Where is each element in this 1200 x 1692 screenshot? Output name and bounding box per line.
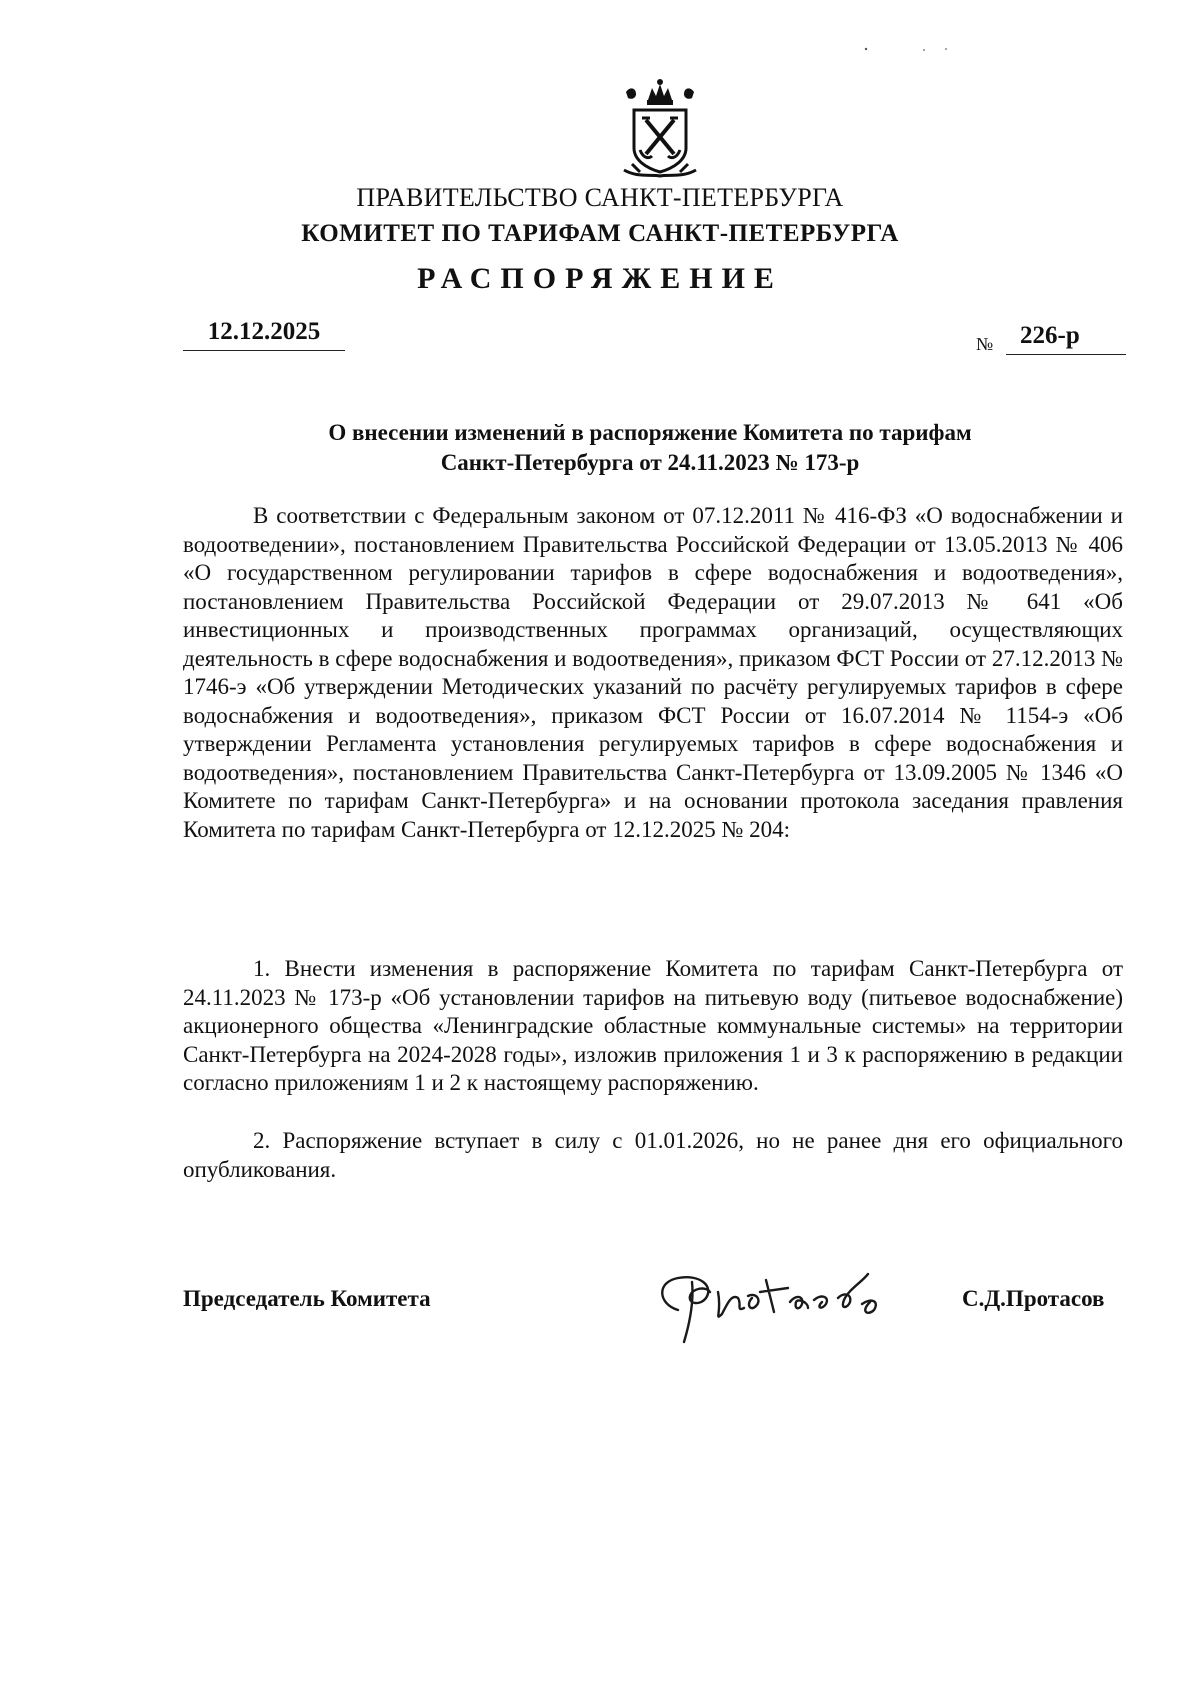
government-name: ПРАВИТЕЛЬСТВО САНКТ-ПЕТЕРБУРГА bbox=[356, 183, 844, 212]
document-title bbox=[180, 418, 1120, 478]
preamble-paragraph: В соответствии с Федеральным законом от 07.12.2011 № 416-ФЗ «О водоснабжении и водоотведении», постановлением Правительства Российской Федерации от 13.05.2013 № 406 «О государственном регулировании тарифов в сфере водоснабжения и водоотведения», постановлением Правительства Российской Федерации от 29.07.2013 № 641 «Об инвестиционных и производственных программах организаций, осуществляющих деятельность в сфере водоснабжения и водоотведения», приказом ФСТ России от 27.12.2013 № 1746-э «Об утверждении Методических указаний по расчёту регулируемых тарифов в сфере водоснабжения и водоотведения», приказом ФСТ России от 16.07.2014 № 1154-э «Об утверждении Регламента установления регулируемых тарифов в сфере водоснабжения и водоотведения», постановлением Правительства Санкт-Петербурга от 13.09.2005 № 1346 «О Комитете по тарифам Санкт-Петербурга» и на основании протокола заседания правления Комитета по тарифам Санкт-Петербурга от 12.12.2025 № 204: bbox=[183, 503, 1124, 842]
document-date: 12.12.2025 bbox=[183, 318, 345, 351]
handwritten-signature bbox=[648, 1252, 910, 1344]
signatory-name: С.Д.Протасов bbox=[962, 1286, 1105, 1311]
item-1-paragraph: 1. Внести изменения в распоряжение Комитета по тарифам Санкт-Петербурга от 24.11.2023 № 173-р «Об установлении тарифов на питьевую воду (питьевое водоснабжение) акционерного общества «Ленинградские областные коммунальные системы» на территории Санкт-Петербурга на 2024-2028 годы», изложив приложения 1 и 3 к распоряжению в редакции согласно приложениям 1 и 2 к настоящему распоряжению. bbox=[183, 956, 1123, 1095]
title-line-1: О внесении изменений в распоряжение Комитета по тарифам bbox=[328, 420, 972, 445]
committee-name: КОМИТЕТ ПО ТАРИФАМ САНКТ-ПЕТЕРБУРГА bbox=[301, 220, 899, 247]
item-2-paragraph: 2. Распоряжение вступает в силу с 01.01.2026, но не ранее дня его официального опубликования. bbox=[183, 1128, 1123, 1182]
signatory-role: Председатель Комитета bbox=[183, 1286, 431, 1311]
number-sign: № bbox=[976, 334, 994, 354]
scan-specks bbox=[862, 46, 972, 54]
title-line-2: Санкт-Петербурга от 24.11.2023 № 173-р bbox=[440, 450, 860, 475]
document-type: РАСПОРЯЖЕНИЕ bbox=[417, 262, 783, 295]
document-number: 226-р bbox=[1006, 322, 1126, 355]
coat-of-arms-icon bbox=[618, 78, 702, 182]
